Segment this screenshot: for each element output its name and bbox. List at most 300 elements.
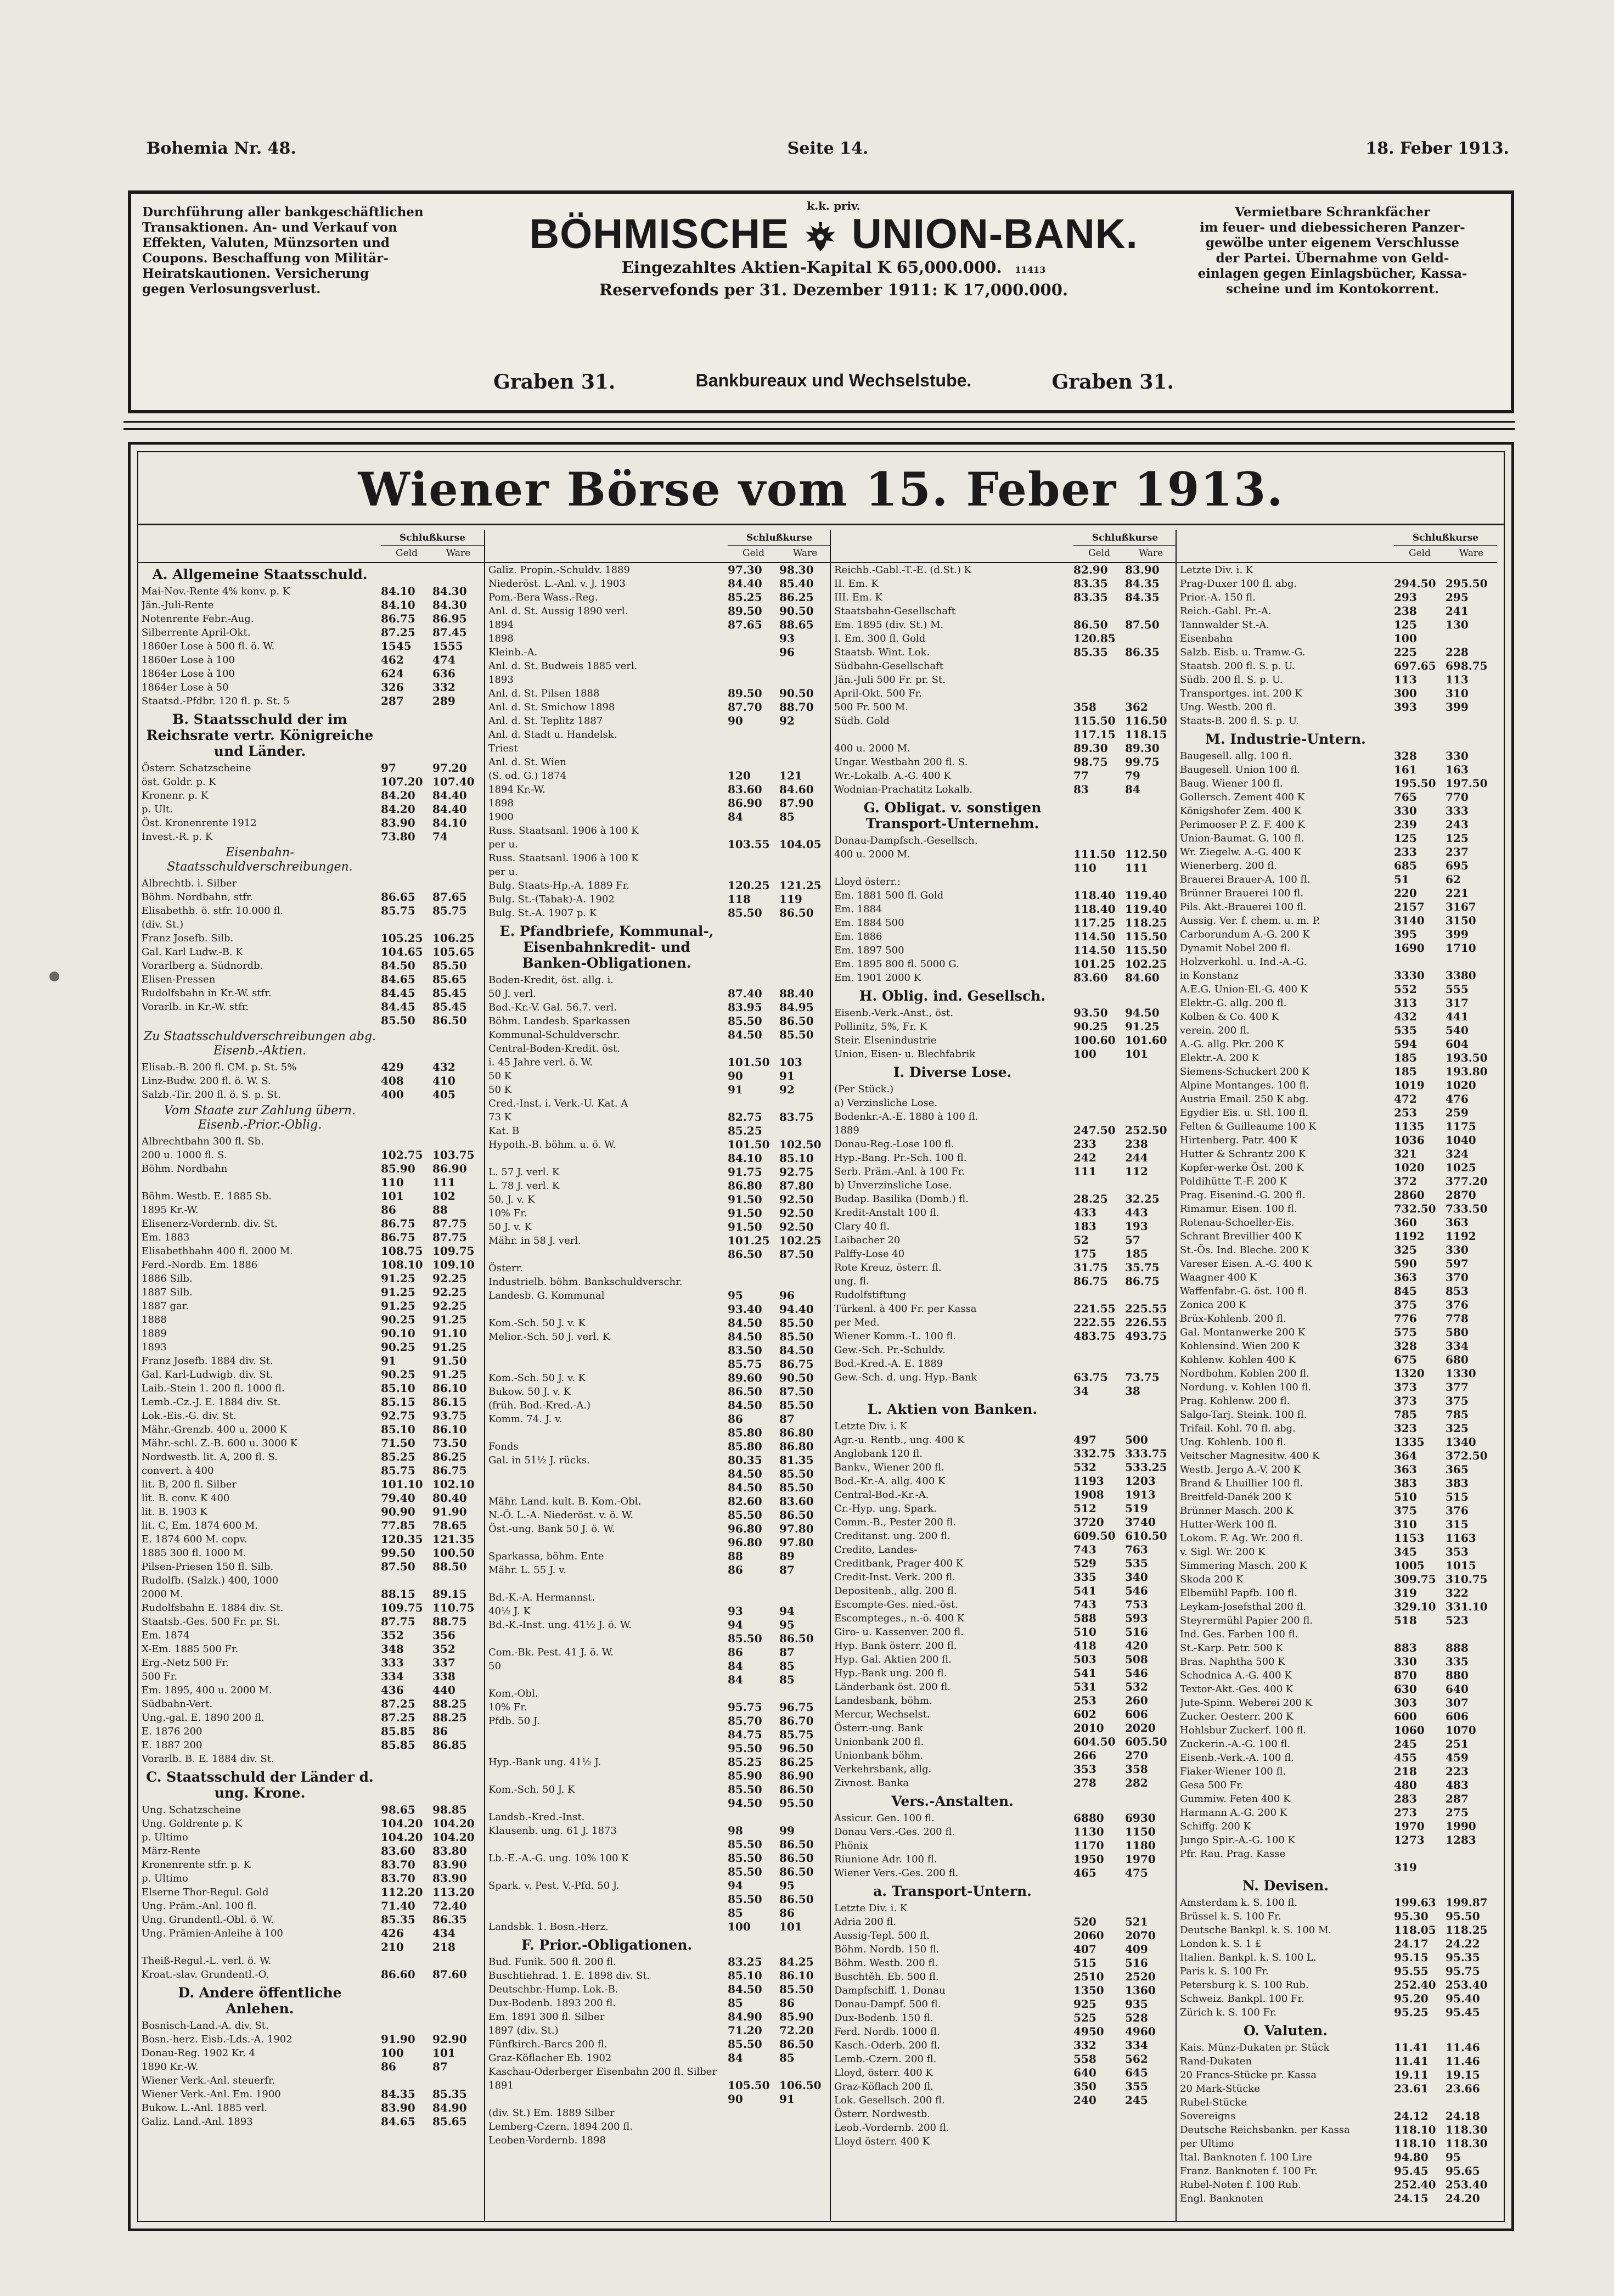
security-name: p. Ultimo [142, 1873, 188, 1884]
geld-label: Geld [1409, 548, 1431, 559]
quote-row [485, 728, 831, 742]
security-name: Deutschbr.-Hump. Lok.-B. [488, 1984, 618, 1995]
ware-value: 96.50 [779, 1742, 814, 1755]
ware-value: 372.50 [1446, 1449, 1488, 1462]
quote-row [138, 890, 484, 904]
quote-row [831, 1206, 1177, 1220]
security-name: Hutter-Werk 100 fl. [1180, 1519, 1277, 1530]
geld-value: 2510 [1073, 1970, 1104, 1983]
geld-value: 247.50 [1073, 1124, 1116, 1137]
ware-value: 606 [1125, 1708, 1148, 1721]
geld-value: 333 [381, 1656, 404, 1669]
ad-right-line: im feuer- und diebessicheren Panzer- [1200, 220, 1465, 235]
ware-value: 84.50 [779, 1344, 814, 1357]
ware-value: 85 [779, 1673, 795, 1686]
security-name: Giro- u. Kassenver. 200 fl. [834, 1626, 964, 1638]
section-heading: H. Oblig. ind. Gesellsch. [859, 988, 1046, 1004]
ware-value: 83.75 [779, 1110, 814, 1124]
security-name: Zonica 200 K [1180, 1299, 1246, 1311]
ware-value: 376 [1446, 1504, 1469, 1517]
security-name: Tannwalder St.-A. [1180, 619, 1270, 631]
security-name: 1891 [488, 2080, 514, 2091]
security-name: Schodnica A.-G. 400 K [1180, 1670, 1292, 1681]
ware-value: 62 [1446, 873, 1461, 886]
schlusskurse-label: Schlußkurse [728, 531, 831, 546]
geld-value: 88 [728, 1550, 743, 1563]
quote-row [1177, 1435, 1497, 1449]
geld-value: 118.10 [1394, 2123, 1436, 2136]
ware-value: 3380 [1446, 969, 1476, 982]
ware-value: 121.25 [779, 879, 822, 892]
geld-value: 84.10 [381, 585, 415, 598]
quote-row [485, 2051, 831, 2065]
quote-row [1177, 1559, 1497, 1573]
ware-value: 528 [1125, 2011, 1148, 2024]
security-name: Anl. d. St. Teplitz 1887 [488, 715, 603, 727]
geld-value: 95 [728, 1289, 743, 1302]
quote-row [138, 1803, 484, 1817]
security-name: Silberrente April-Okt. [142, 627, 251, 638]
geld-value: 278 [1073, 1776, 1096, 1789]
quote-row [1177, 1477, 1497, 1490]
security-name: Donau-Reg.-Lose 100 fl. [834, 1138, 955, 1150]
quote-row [138, 802, 484, 816]
ware-value: 441 [1446, 1010, 1469, 1023]
geld-value: 86.60 [381, 1968, 415, 1981]
geld-value: 743 [1073, 1598, 1096, 1611]
quote-row [138, 1872, 484, 1885]
quote-row [831, 2052, 1177, 2066]
security-name: Rubel-Noten f. 100 Rub. [1180, 2179, 1301, 2191]
ware-value: 95.45 [1446, 2006, 1480, 2019]
security-name: lit. B, 200 fl. Silber [142, 1479, 237, 1490]
security-name: Staatsd.-Pfdbr. 120 fl. p. St. 5 [142, 695, 290, 707]
ware-value: 331.10 [1446, 1600, 1488, 1613]
ware-value: 85.10 [779, 1152, 814, 1165]
geld-value: 93 [728, 1604, 743, 1618]
quote-row [831, 2135, 1177, 2148]
ware-value: 118.25 [1125, 916, 1167, 929]
ware-value: 113.20 [432, 1885, 475, 1899]
security-name: Escompteges., n.-ö. 400 K [834, 1613, 965, 1624]
geld-value: 332.75 [1073, 1447, 1116, 1460]
ware-value: 87 [779, 1646, 795, 1659]
ware-value: 443 [1125, 1206, 1148, 1219]
geld-value: 71.50 [381, 1436, 415, 1450]
ware-value: 338 [432, 1670, 455, 1683]
exchange-title: Wiener Börse vom 15. Feber 1913. [358, 462, 1284, 517]
geld-value: 84.40 [728, 577, 762, 590]
quote-row [1177, 1710, 1497, 1724]
geld-value: 1060 [1394, 1724, 1425, 1737]
ware-value: 330 [1446, 1243, 1469, 1256]
security-name: 1894 [488, 619, 514, 631]
geld-value: 94.50 [728, 1797, 762, 1810]
quote-row [831, 1970, 1177, 1984]
geld-value: 85.50 [728, 1865, 762, 1878]
ware-value: 440 [432, 1683, 455, 1697]
quote-row [831, 1329, 1177, 1343]
ware-value: 935 [1125, 1997, 1148, 2011]
quote-row [485, 2010, 831, 2024]
ware-value: 333.75 [1125, 1447, 1167, 1460]
quote-row [831, 1612, 1177, 1625]
geld-value: 98.65 [381, 1803, 415, 1816]
quote-row [138, 1670, 484, 1683]
quote-row [1177, 1751, 1497, 1765]
security-name: Em. 1891 300 fl. Silber [488, 2011, 605, 2023]
ware-value: 356 [432, 1629, 455, 1642]
ware-value: 85.45 [432, 1000, 467, 1013]
geld-value: 319 [1394, 1586, 1417, 1599]
ad-right-line: einlagen gegen Einlagsbücher, Kassa- [1197, 266, 1467, 281]
quote-row [485, 1495, 831, 1508]
geld-value: 87.75 [381, 1615, 415, 1628]
ware-value: 112.50 [1125, 847, 1167, 861]
ware-value: 86.10 [432, 1382, 467, 1395]
quote-row [485, 1673, 831, 1687]
security-name: Hyp.-Bank ung. 41½ J. [488, 1756, 601, 1768]
security-name: Waagner 400 K [1180, 1272, 1257, 1283]
quote-row [831, 1247, 1177, 1261]
ware-value: 88.25 [432, 1711, 467, 1724]
quote-row [1177, 859, 1497, 873]
security-name: Elektr.-G. allg. 200 fl. [1180, 997, 1287, 1009]
security-name: Reichb.-Gabl.-T.-E. (d.St.) K [834, 564, 972, 576]
quote-row [138, 1088, 484, 1102]
geld-value: 98.75 [1073, 755, 1108, 768]
geld-value: 785 [1394, 1408, 1417, 1421]
quote-row [831, 687, 1177, 700]
ware-value: 87.80 [779, 1179, 814, 1192]
quote-row [831, 769, 1177, 783]
quote-row [831, 591, 1177, 604]
geld-value: 330 [1394, 804, 1417, 817]
ware-value: 260 [1125, 1694, 1148, 1707]
ware-value: 86.50 [779, 2037, 814, 2051]
quote-row [485, 987, 831, 1001]
section-heading: Vers.-Anstalten. [891, 1793, 1014, 1809]
quote-row [138, 2087, 484, 2101]
ware-value: 85.50 [779, 1983, 814, 1996]
quote-row [138, 1464, 484, 1478]
quote-row [1177, 1120, 1497, 1133]
security-name: Ung. Kohlenb. 100 fl. [1180, 1436, 1286, 1448]
security-name: Öst.-ung. Bank 50 J. ö. W. [488, 1523, 615, 1535]
ware-value: 89 [779, 1550, 795, 1563]
geld-value: 105.25 [381, 931, 423, 945]
quote-row [138, 2046, 484, 2060]
ware-value: 322 [1446, 1586, 1469, 1599]
quote-row [831, 728, 1177, 742]
ware-value: 221 [1446, 886, 1469, 900]
security-name: p. Ult. [142, 804, 173, 815]
geld-value: 1335 [1394, 1435, 1425, 1449]
security-name: Credit-Inst. Verk. 200 fl. [834, 1571, 956, 1583]
quote-row [485, 1714, 831, 1728]
geld-value: 743 [1073, 1543, 1096, 1556]
geld-value: 51 [1394, 873, 1409, 886]
security-name: 73 K [488, 1111, 512, 1123]
geld-value: 6880 [1073, 1811, 1104, 1825]
geld-value: 84.50 [728, 1467, 762, 1480]
geld-value: 520 [1073, 1915, 1096, 1928]
security-name: Länderbank öst. 200 fl. [834, 1681, 951, 1693]
quote-row [138, 1574, 484, 1587]
ware-value: 93.75 [432, 1409, 467, 1422]
geld-value: 372 [1394, 1175, 1417, 1188]
ware-value: 86.50 [779, 1508, 814, 1522]
geld-value: 89.50 [728, 604, 762, 617]
bank-address-line [488, 370, 1179, 396]
geld-value: 393 [1394, 700, 1417, 714]
ware-value: 6930 [1125, 1811, 1156, 1825]
security-name: 1886 Silb. [142, 1273, 193, 1284]
security-name: Bod.-Kred.-A. E. 1889 [834, 1358, 943, 1369]
ware-value: 96 [779, 645, 795, 659]
geld-value: 114.50 [1073, 930, 1116, 943]
security-name: 1893 [142, 1341, 167, 1353]
quote-row [485, 1797, 831, 1810]
ware-value: 88.70 [779, 700, 814, 714]
quote-row [1177, 1216, 1497, 1230]
ware-value: 87.50 [1125, 618, 1160, 631]
geld-value: 111 [1073, 1165, 1096, 1178]
geld-value: 1320 [1394, 1367, 1425, 1380]
security-name: Kom.-Obl. [488, 1688, 538, 1699]
geld-value: 115.50 [1073, 714, 1116, 727]
security-name: 50 [488, 1660, 501, 1672]
quote-row [1177, 1847, 1497, 1861]
quote-row [1177, 832, 1497, 845]
ware-value: 23.66 [1446, 2082, 1480, 2095]
ware-value: 86.80 [779, 1440, 814, 1453]
geld-value: 83.60 [1073, 971, 1108, 984]
quote-row [831, 1570, 1177, 1584]
ware-value: 86 [432, 1725, 448, 1738]
geld-value: 91.75 [728, 1165, 762, 1178]
security-name: 1889 [834, 1125, 859, 1136]
ware-value: 1180 [1125, 1839, 1156, 1852]
quote-row [485, 1700, 831, 1714]
quote-row [485, 1838, 831, 1851]
geld-value: 161 [1394, 763, 1417, 776]
section-heading: M. Industrie-Untern. [1205, 731, 1366, 747]
quote-row [831, 1124, 1177, 1137]
security-name: 1898 [488, 798, 514, 809]
ware-value: 185 [1125, 1247, 1148, 1260]
geld-value: 483.75 [1073, 1329, 1116, 1343]
security-name: Perimooser P. Z. F. 400 K [1180, 819, 1305, 830]
quote-row [138, 1436, 484, 1450]
ware-value: 19.15 [1446, 2068, 1480, 2081]
ware-value: 86 [779, 1906, 795, 1919]
security-name: Riunione Adr. 100 fl. [834, 1854, 937, 1865]
geld-value: 91.25 [381, 1285, 415, 1299]
security-name: per u. [488, 866, 518, 878]
security-name: 1887 Silb. [142, 1287, 193, 1298]
geld-value: 86.75 [1073, 1275, 1108, 1288]
ware-value: 86.90 [779, 1769, 814, 1782]
quote-row [831, 2039, 1177, 2052]
quote-row [485, 2106, 831, 2120]
geld-value: 503 [1073, 1653, 1096, 1666]
quote-row [831, 1825, 1177, 1839]
quote-row [138, 639, 484, 653]
ware-value: 130 [1446, 618, 1469, 631]
geld-value: 432 [1394, 1010, 1417, 1023]
geld-value: 95.50 [728, 1742, 762, 1755]
ware-value: 86.75 [432, 1464, 467, 1477]
geld-value: 23.61 [1394, 2082, 1429, 2095]
security-name: Westb. Jergo A.-V. 200 K [1180, 1464, 1301, 1475]
quote-row [485, 755, 831, 769]
ware-value: 121.35 [432, 1532, 475, 1546]
quote-row [831, 1165, 1177, 1178]
security-name: Depositenb., allg. 200 fl. [834, 1585, 957, 1597]
quote-row [831, 1680, 1177, 1694]
ware-value: 86.80 [779, 1426, 814, 1439]
ware-value: 115.50 [1125, 944, 1167, 957]
title-rule [138, 524, 1504, 525]
quote-row [1177, 577, 1497, 591]
geld-value: 80.35 [728, 1453, 762, 1467]
quote-row [831, 1839, 1177, 1852]
geld-value: 86.50 [728, 1385, 762, 1398]
geld-value: 87.40 [728, 987, 762, 1000]
security-name: Laibacher 20 [834, 1234, 901, 1246]
geld-value: 1950 [1073, 1852, 1104, 1866]
quote-row [138, 918, 484, 931]
geld-value: 429 [381, 1060, 404, 1074]
geld-value: 83.90 [381, 816, 415, 829]
ware-value: 1025 [1446, 1161, 1476, 1174]
security-name: Em. 1884 500 [834, 917, 904, 929]
quote-row [1177, 1896, 1497, 1910]
quote-row [485, 2079, 831, 2092]
quote-row [831, 1721, 1177, 1735]
security-name: Anl. d. St. Pilsen 1888 [488, 688, 600, 699]
quote-row [138, 1244, 484, 1258]
ware-value: 96.75 [779, 1700, 814, 1714]
ware-value: 88.25 [432, 1697, 467, 1710]
ware-value: 228 [1446, 645, 1469, 659]
ware-value: 86.95 [432, 612, 467, 625]
quote-row [138, 931, 484, 945]
section-heading: G. Obligat. v. sonstigen Transport-Unternehm. [863, 800, 1042, 832]
quote-row [1177, 1339, 1497, 1353]
quote-row [485, 1824, 831, 1838]
geld-value: 11.41 [1394, 2054, 1429, 2068]
quote-row [831, 1584, 1177, 1598]
quote-row [138, 1725, 484, 1738]
geld-value: 85.75 [728, 1357, 762, 1371]
quote-row [831, 563, 1177, 577]
quote-row [138, 986, 484, 1000]
security-name: Em. 1895 800 fl. 5000 G. [834, 958, 959, 970]
security-name: Graz-Köflach 200 fl. [834, 2081, 934, 2092]
geld-value: 110 [381, 1176, 404, 1189]
quote-row [138, 1752, 484, 1766]
geld-value: 90.25 [381, 1313, 415, 1326]
geld-value: 85.80 [728, 1440, 762, 1453]
subsection-heading: Vom Staate zur Zahlung übern. Eisenb.-Prior.-Oblig. [164, 1104, 356, 1132]
security-name: Rudolfsbahn in Kr.-W. stfr. [142, 987, 272, 999]
quote-row [1177, 1010, 1497, 1024]
ware-value: 605.50 [1125, 1735, 1167, 1748]
geld-value: 95.30 [1394, 1910, 1429, 1923]
quote-row [138, 1272, 484, 1285]
security-name: 50 J. v. K [488, 1221, 532, 1233]
security-name: Gal. Karl-Ludwigb. div. St. [142, 1369, 273, 1380]
geld-value: 326 [381, 681, 404, 694]
security-name: Credito, Landes- [834, 1544, 918, 1556]
security-name: Hirtenberg. Patr. 400 K [1180, 1135, 1298, 1146]
quote-row [138, 1354, 484, 1368]
security-name: Verkehrsbank, allg. [834, 1764, 932, 1775]
geld-value: 364 [1394, 1449, 1417, 1462]
security-name: Elisenerz-Vordernb. div. St. [142, 1218, 278, 1230]
quote-row [1177, 749, 1497, 763]
quote-row [831, 1529, 1177, 1543]
quote-row [1177, 900, 1497, 914]
quote-row [831, 1515, 1177, 1529]
ware-value: 112 [1125, 1165, 1148, 1178]
security-name: Comm.-B., Pester 200 fl. [834, 1517, 957, 1528]
security-name: Poldihütte T.-F. 200 K [1180, 1176, 1287, 1187]
ware-value: 107.40 [432, 775, 475, 788]
ware-value: 197.50 [1446, 777, 1488, 790]
ware-value: 500 [1125, 1433, 1148, 1446]
geld-value: 96.80 [728, 1522, 762, 1535]
security-name: Südbahn-Gesellschaft [834, 660, 943, 672]
ware-value: 85.65 [432, 2115, 467, 2128]
ware-value: 295 [1446, 591, 1469, 604]
quote-row [485, 1357, 831, 1371]
geld-value: 103.55 [728, 838, 770, 851]
quote-row [831, 1461, 1177, 1474]
geld-value: 407 [1073, 1943, 1096, 1956]
security-name: St.-Ös. Ind. Bleche. 200 K [1180, 1244, 1309, 1256]
ware-value: 99.75 [1125, 755, 1160, 768]
geld-value: 83.70 [381, 1858, 415, 1871]
geld-value: 85.50 [728, 1838, 762, 1851]
quote-row [831, 1020, 1177, 1034]
quote-row [138, 789, 484, 802]
security-name: Lok.-Eis.-G. div. St. [142, 1410, 237, 1422]
security-name: Kom.-Sch. 50 J. v. K [488, 1372, 586, 1384]
geld-value: 85.15 [381, 1395, 415, 1408]
quote-row [1177, 1923, 1497, 1937]
security-name: N.-Ö. L.-A. Niederöst. v. ö. W. [488, 1509, 633, 1521]
quote-row [831, 2066, 1177, 2080]
geld-value: 97.30 [728, 563, 762, 576]
geld-value: 253 [1073, 1694, 1096, 1707]
ware-value: 92 [779, 714, 795, 727]
security-name: Em. 1874 [142, 1630, 190, 1641]
geld-value: 328 [1394, 1339, 1417, 1352]
quote-row [831, 1433, 1177, 1447]
security-name: lit. C, Em. 1874 600 M. [142, 1520, 258, 1531]
quote-row [138, 1885, 484, 1899]
ware-value: 102.25 [779, 1234, 822, 1247]
ware-value: 85.50 [432, 959, 467, 972]
quote-row [1177, 1778, 1497, 1792]
security-name: Eisenbahn [1180, 633, 1233, 644]
geld-value: 776 [1394, 1312, 1417, 1325]
quote-row [485, 892, 831, 906]
geld-value: 375 [1394, 1504, 1417, 1517]
